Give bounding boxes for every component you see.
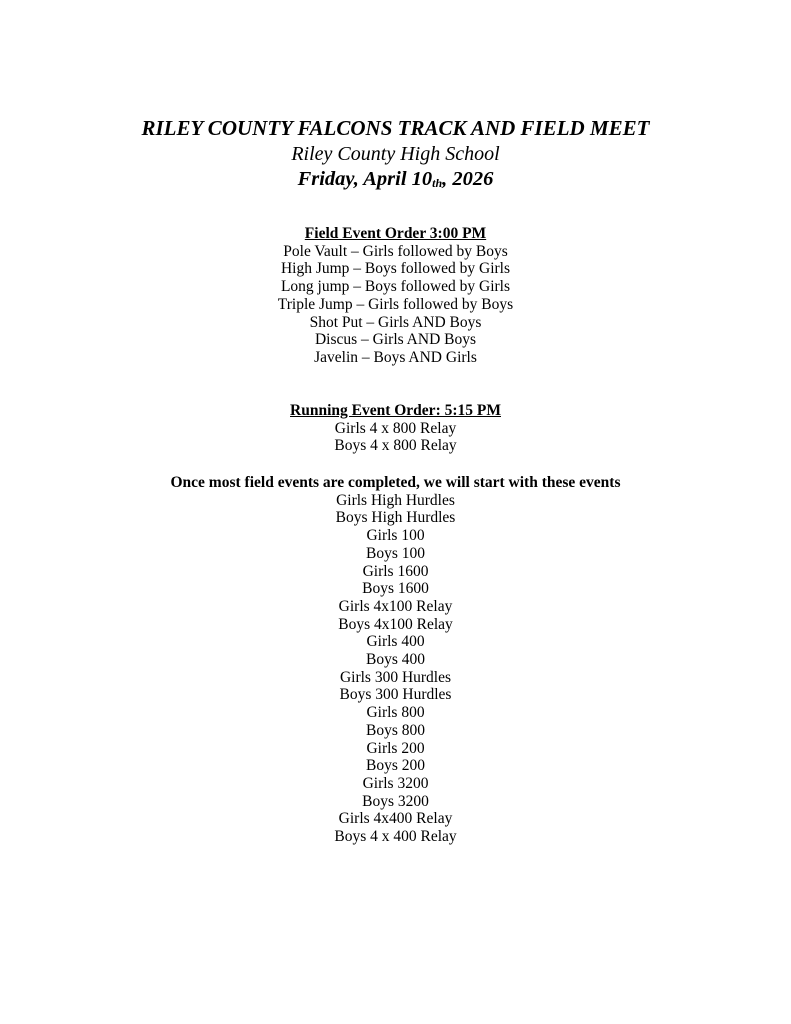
list-item: Javelin – Boys AND Girls [314,348,477,366]
list-item: Girls 300 Hurdles [339,668,452,686]
later-event-list [0,492,791,846]
list-item: Triple Jump – Girls followed by Boys [277,295,514,313]
list-item: Boys 400 [366,651,425,669]
list-item: Boys 100 [366,544,425,562]
date-rest: , 2026 [442,168,494,190]
field-event-heading: Field Event Order 3:00 PM [304,225,487,242]
meet-date [0,168,791,191]
running-event-list [0,420,791,455]
list-item: Boys High Hurdles [335,509,456,527]
list-item: Girls 3200 [362,774,429,792]
list-item: Boys 3200 [362,792,429,810]
list-item: Discus – Girls AND Boys [314,331,477,349]
list-item: Boys 4x100 Relay [338,615,453,633]
school-name: Riley County High School [291,143,500,165]
date-suffix: th [432,176,443,190]
later-event-section [0,474,791,846]
list-item: Boys 1600 [362,580,429,598]
list-item: Boys 300 Hurdles [339,686,452,704]
date-prefix: Friday, April 10 [297,168,433,190]
later-events-note: Once most field events are completed, we will start with these events [170,474,621,491]
list-item: Long jump – Boys followed by Girls [280,278,511,296]
field-event-section [0,225,791,367]
list-item: Girls High Hurdles [336,491,455,509]
field-event-list [0,243,791,367]
list-item: Boys 4 x 400 Relay [334,828,457,846]
running-event-heading: Running Event Order: 5:15 PM [290,402,501,419]
list-item: Boys 4 x 800 Relay [334,437,457,455]
list-item: Boys 200 [366,757,425,775]
list-item: Girls 100 [366,527,425,545]
list-item: Pole Vault – Girls followed by Boys [283,242,508,260]
list-item: Boys 800 [366,721,425,739]
list-item: Girls 1600 [362,562,429,580]
list-item: Girls 4x100 Relay [338,597,453,615]
document-title: RILEY COUNTY FALCONS TRACK AND FIELD MEET [141,116,650,140]
list-item: Shot Put – Girls AND Boys [309,313,482,331]
list-item: High Jump – Boys followed by Girls [280,260,511,278]
list-item: Girls 800 [366,704,425,722]
running-event-section [0,402,791,455]
list-item: Girls 200 [366,739,425,757]
list-item: Girls 400 [366,633,425,651]
list-item: Girls 4 x 800 Relay [334,419,457,437]
list-item: Girls 4x400 Relay [338,810,453,828]
